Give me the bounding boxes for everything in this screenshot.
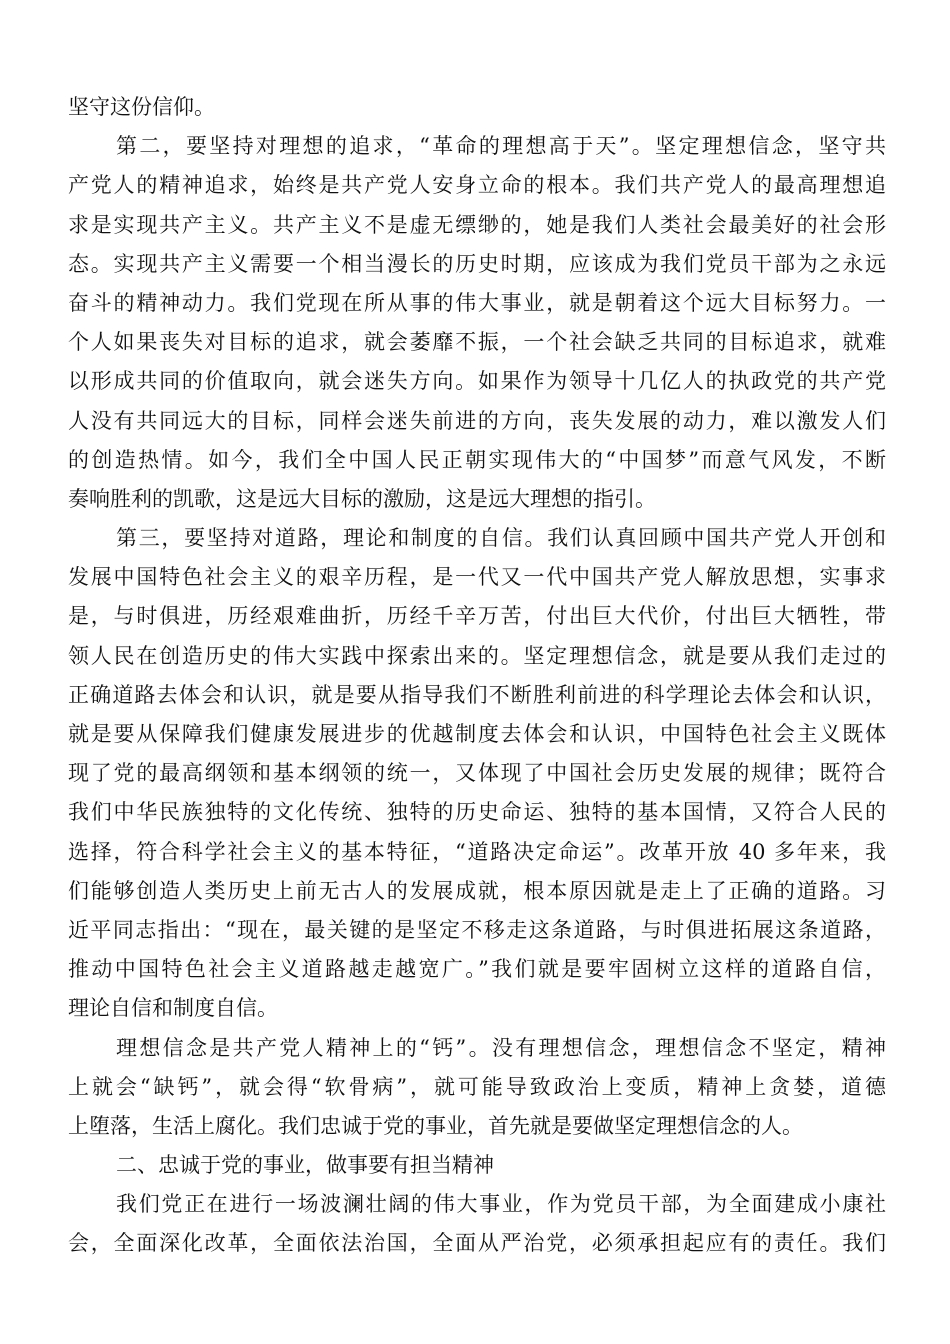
text-line: 领人民在创造历史的伟大实践中探索出来的。坚定理想信念，就是要从我们走过的 [68,643,886,668]
text-line: 产党人的精神追求，始终是共产党人安身立命的根本。我们共产党人的最高理想追 [68,173,886,198]
text-line: 态。实现共产主义需要一个相当漫长的历史时期，应该成为我们党员干部为之永远 [68,251,886,276]
text-line: 我们中华民族独特的文化传统、独特的历史命运、独特的基本国情，又符合人民的 [68,800,886,825]
paragraph-end-line: 上堕落，生活上腐化。我们忠诚于党的事业，首先就是要做坚定理想信念的人。 [68,1113,803,1138]
paragraph-end-line: 奏响胜利的凯歌，这是远大目标的激励，这是远大理想的指引。 [68,486,656,511]
paragraph-end-line: 理论自信和制度自信。 [68,996,278,1021]
text-line: 的创造热情。如今，我们全中国人民正朝实现伟大的“中国梦”而意气风发，不断 [68,447,886,472]
text-line: 就是要从保障我们健康发展进步的优越制度去体会和认识，中国特色社会主义既体 [68,722,886,746]
text-line: 坚守这份信仰。 [68,95,215,119]
text-line: 们能够创造人类历史上前无古人的发展成就，根本原因就是走上了正确的道路。习 [68,878,886,903]
text-line: 是，与时俱进，历经艰难曲折，历经千辛万苦，付出巨大代价，付出巨大牺牲，带 [68,604,886,629]
text-line: 个人如果丧失对目标的追求，就会萎靡不振，一个社会缺乏共同的目标追求，就难 [68,330,886,355]
text-line: 正确道路去体会和认识，就是要从指导我们不断胜利前进的科学理论去体会和认识， [68,682,886,707]
text-line: 推动中国特色社会主义道路越走越宽广。”我们就是要牢固树立这样的道路自信， [68,957,886,982]
document-page [68,88,886,1264]
paragraph-start-line: 我们党正在进行一场波澜壮阔的伟大事业，作为党员干部，为全面建成小康社 [116,1192,886,1217]
text-line: 以形成共同的价值取向，就会迷失方向。如果作为领导十几亿人的执政党的共产党 [68,369,886,394]
text-line: 奋斗的精神动力。我们党现在所从事的伟大事业，就是朝着这个远大目标努力。一 [68,290,886,315]
text-line: 发展中国特色社会主义的艰辛历程，是一代又一代中国共产党人解放思想，实事求 [68,565,886,590]
paragraph-start-line: 第二，要坚持对理想的追求，“革命的理想高于天”。坚定理想信念，坚守共 [116,134,886,159]
text-line: 近平同志指出：“现在，最关键的是坚定不移走这条道路，与时俱进拓展这条道路， [68,917,886,942]
text-line: 人没有共同远大的目标，同样会迷失前进的方向，丧失发展的动力，难以激发人们 [68,408,886,433]
paragraph-start-line: 第三，要坚持对道路，理论和制度的自信。我们认真回顾中国共产党人开创和 [116,526,886,551]
text-line: 选择，符合科学社会主义的基本特征，“道路决定命运”。改革开放 40 多年来，我 [68,839,886,864]
text-line: 上就会“缺钙”，就会得“软骨病”，就可能导致政治上变质，精神上贪婪，道德 [68,1074,886,1099]
paragraph-start-line: 理想信念是共产党人精神上的“钙”。没有理想信念，理想信念不坚定，精神 [116,1035,886,1060]
text-line: 会，全面深化改革，全面依法治国，全面从严治党，必须承担起应有的责任。我们 [68,1231,886,1256]
section-heading: 二、忠诚于党的事业，做事要有担当精神 [116,1153,494,1178]
text-line: 求是实现共产主义。共产主义不是虚无缥缈的，她是我们人类社会最美好的社会形 [68,212,886,237]
text-line: 现了党的最高纲领和基本纲领的统一，又体现了中国社会历史发展的规律；既符合 [68,761,886,786]
